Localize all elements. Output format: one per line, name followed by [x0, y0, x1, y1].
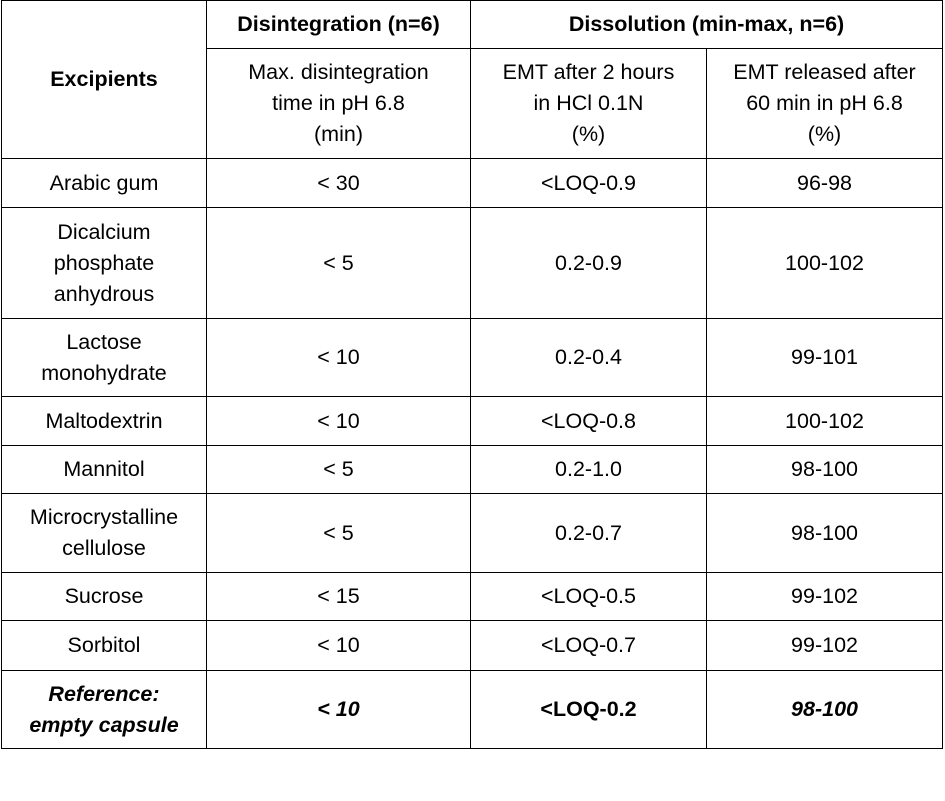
excipient-cell	[2, 573, 207, 621]
header-line: time in pH 6.8	[272, 91, 405, 115]
excipients-header-label: Excipients	[50, 67, 158, 91]
excipient-line: Microcrystalline	[29, 505, 179, 529]
disintegration-time-header	[207, 49, 471, 159]
hcl-cell: <LOQ-0.7	[471, 621, 707, 671]
excipient-line: Mannitol	[63, 457, 145, 481]
table-row	[2, 494, 943, 573]
excipients-header	[2, 1, 207, 159]
reference-excipient-cell	[2, 671, 207, 749]
excipient-line: cellulose	[62, 536, 146, 560]
ph68-cell: 100-102	[707, 208, 943, 319]
ph68-cell: 98-100	[707, 446, 943, 494]
header-line: (%)	[807, 122, 842, 146]
disintegration-cell: < 10	[207, 319, 471, 397]
header-line: (min)	[314, 122, 363, 146]
excipient-line: phosphate	[53, 250, 155, 275]
header-row-groups	[2, 1, 943, 49]
hcl-cell: <LOQ-0.8	[471, 397, 707, 446]
disintegration-cell: < 5	[207, 208, 471, 319]
table-row	[2, 397, 943, 446]
dissolution-group-label: Dissolution (min-max, n=6)	[568, 12, 845, 36]
hcl-cell: 0.2-0.9	[471, 208, 707, 319]
reference-row	[2, 671, 943, 749]
excipient-cell	[2, 397, 207, 446]
excipient-line: Arabic gum	[49, 170, 159, 195]
hcl-cell: <LOQ-0.5	[471, 573, 707, 621]
excipient-line: Lactose	[66, 329, 142, 354]
reference-disintegration-cell: < 10	[207, 671, 471, 749]
hcl-cell: 0.2-1.0	[471, 446, 707, 494]
ph68-cell: 96-98	[707, 159, 943, 208]
dissolution-group-header	[471, 1, 943, 49]
disintegration-cell: < 30	[207, 159, 471, 208]
ph68-release-header	[707, 49, 943, 159]
reference-line: Reference:	[48, 681, 160, 706]
excipient-cell	[2, 494, 207, 573]
excipient-cell	[2, 208, 207, 319]
excipient-line: Sucrose	[64, 584, 144, 608]
table-row	[2, 208, 943, 319]
excipient-line: monohydrate	[41, 360, 167, 385]
header-line: EMT released after	[733, 60, 916, 84]
excipient-line: anhydrous	[53, 281, 155, 306]
hcl-cell: <LOQ-0.9	[471, 159, 707, 208]
header-line: EMT after 2 hours	[502, 60, 675, 84]
ph68-cell: 99-102	[707, 573, 943, 621]
reference-ph68-cell: 98-100	[707, 671, 943, 749]
table-row	[2, 446, 943, 494]
ph68-cell: 98-100	[707, 494, 943, 573]
disintegration-cell: < 10	[207, 397, 471, 446]
header-line: in HCl 0.1N	[533, 91, 644, 115]
excipient-cell	[2, 446, 207, 494]
hcl-release-header	[471, 49, 707, 159]
table-body	[2, 1, 943, 749]
excipient-cell	[2, 319, 207, 397]
excipient-cell	[2, 159, 207, 208]
disintegration-group-header	[207, 1, 471, 49]
excipient-line: Dicalcium	[57, 219, 151, 244]
table-row	[2, 573, 943, 621]
hcl-cell: 0.2-0.7	[471, 494, 707, 573]
disintegration-cell: < 10	[207, 621, 471, 671]
reference-line: empty capsule	[29, 712, 179, 737]
table-row	[2, 159, 943, 208]
ph68-cell: 100-102	[707, 397, 943, 446]
disintegration-group-label: Disintegration (n=6)	[237, 12, 440, 36]
header-line: 60 min in pH 6.8	[746, 91, 903, 115]
disintegration-cell: < 15	[207, 573, 471, 621]
header-line: Max. disintegration	[248, 60, 429, 84]
ph68-cell: 99-102	[707, 621, 943, 671]
excipient-cell	[2, 621, 207, 671]
disintegration-cell: < 5	[207, 446, 471, 494]
table-row	[2, 621, 943, 671]
results-table	[1, 0, 943, 749]
excipient-line: Maltodextrin	[45, 408, 163, 433]
header-line: (%)	[571, 122, 606, 146]
table-row	[2, 319, 943, 397]
ph68-cell: 99-101	[707, 319, 943, 397]
excipient-line: Sorbitol	[67, 633, 141, 657]
hcl-cell: 0.2-0.4	[471, 319, 707, 397]
reference-hcl-cell: <LOQ-0.2	[471, 671, 707, 749]
disintegration-cell: < 5	[207, 494, 471, 573]
